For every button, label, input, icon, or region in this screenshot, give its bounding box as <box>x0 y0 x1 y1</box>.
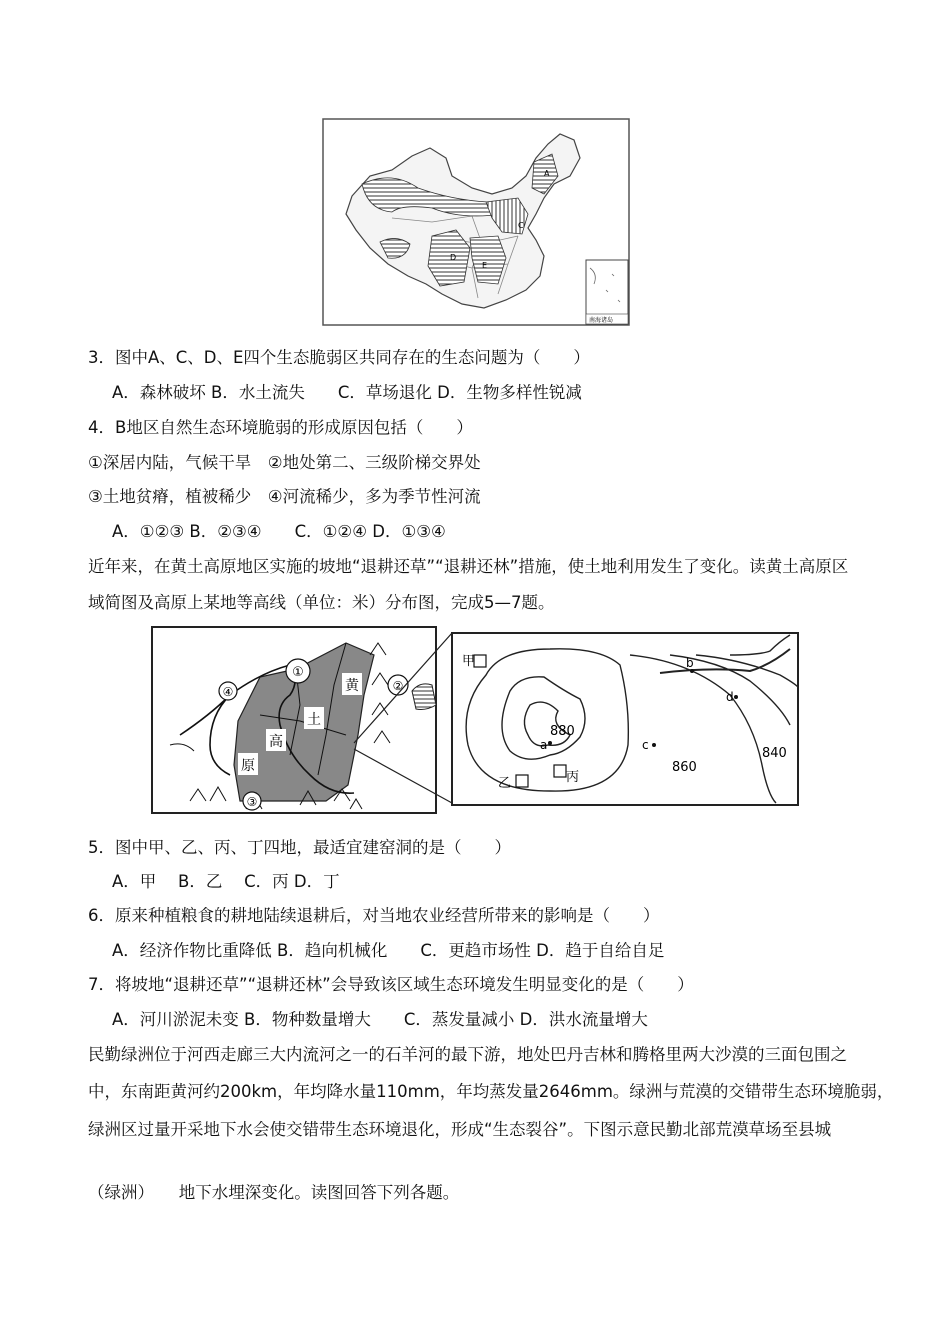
char-gao: 高 <box>269 734 283 750</box>
q5-stem: 5．图中甲、乙、丙、丁四地，最适宜建窑洞的是（ ） <box>88 838 511 857</box>
point-yi: 乙 <box>498 776 512 791</box>
q3-options: A．森林破坏 B．水土流失 C．草场退化 D．生物多样性锐减 <box>112 383 582 402</box>
point-bing: 丙 <box>566 770 580 785</box>
q4-item2: ③土地贫瘠，植被稀少 ④河流稀少，多为季节性河流 <box>88 487 481 506</box>
intro2-line4: （绿洲） 地下水埋深变化。读图回答下列各题。 <box>88 1183 460 1202</box>
q6-stem: 6．原来种植粮食的耕地陆续退耕后，对当地农业经营所带来的影响是（ ） <box>88 906 660 925</box>
q6-options: A．经济作物比重降低 B．趋向机械化 C．更趋市场性 D．趋于自给自足 <box>112 941 665 960</box>
china-map-figure <box>322 118 630 326</box>
label-d: D <box>450 253 457 262</box>
point-jia: 甲 <box>462 654 476 669</box>
intro2-line2: 中，东南距黄河约200km，年均降水量110mm，年均蒸发量2646mm。绿洲与荒漠的交错带生态环境脆弱， <box>88 1082 894 1101</box>
q7-stem: 7．将坡地“退耕还草”“退耕还林”会导致该区域生态环境发生明显变化的是（ ） <box>88 975 694 994</box>
circle-4: ④ <box>222 685 234 699</box>
point-c: c <box>642 738 649 752</box>
circle-3: ③ <box>246 795 258 809</box>
q4-item1: ①深居内陆，气候干旱 ②地处第二、三级阶梯交界处 <box>88 453 481 472</box>
intro1-line1: 近年来，在黄土高原地区实施的坡地“退耕还草”“退耕还林”措施，使土地利用发生了变化。读黄土高原区 <box>88 557 849 576</box>
circle-2: ② <box>392 679 404 693</box>
point-d: d <box>726 690 734 704</box>
inset-label: 南海诸岛 <box>589 317 614 324</box>
circle-1: ① <box>292 665 304 680</box>
q4-options: A．①②③ B．②③④ C．①②④ D．①③④ <box>112 522 446 541</box>
loess-svg <box>150 625 800 815</box>
q7-options: A．河川淤泥未变 B．物种数量增大 C．蒸发量减小 D．洪水流量增大 <box>112 1010 648 1029</box>
q3-stem: 3．图中A、C、D、E四个生态脆弱区共同存在的生态问题为（ ） <box>88 348 590 367</box>
point-b: b <box>686 656 694 670</box>
china-map-svg <box>322 118 630 326</box>
contour-840: 840 <box>762 746 787 761</box>
label-c: C <box>518 221 524 230</box>
contour-880: 880 <box>550 724 575 739</box>
contour-860: 860 <box>672 760 697 775</box>
label-a: A <box>544 169 550 178</box>
q5-options: A．甲 B．乙 C．丙 D．丁 <box>112 872 340 891</box>
point-a: a <box>540 738 548 752</box>
intro2-line1: 民勤绿洲位于河西走廊三大内流河之一的石羊河的最下游，地处巴丹吉林和腾格里两大沙漠的三面包围之 <box>88 1045 847 1064</box>
q4-stem: 4．B地区自然生态环境脆弱的形成原因包括（ ） <box>88 418 473 437</box>
loess-figure <box>150 625 800 815</box>
intro2-line3: 绿洲区过量开采地下水会使交错带生态环境退化，形成“生态裂谷”。下图示意民勤北部荒漠草场至县城 <box>88 1120 832 1139</box>
char-yuan: 原 <box>241 758 255 774</box>
intro1-line2: 域简图及高原上某地等高线（单位：米）分布图，完成5—7题。 <box>88 593 555 612</box>
char-tu: 土 <box>307 712 321 728</box>
label-e: E <box>482 261 488 270</box>
char-huang: 黄 <box>345 678 359 694</box>
